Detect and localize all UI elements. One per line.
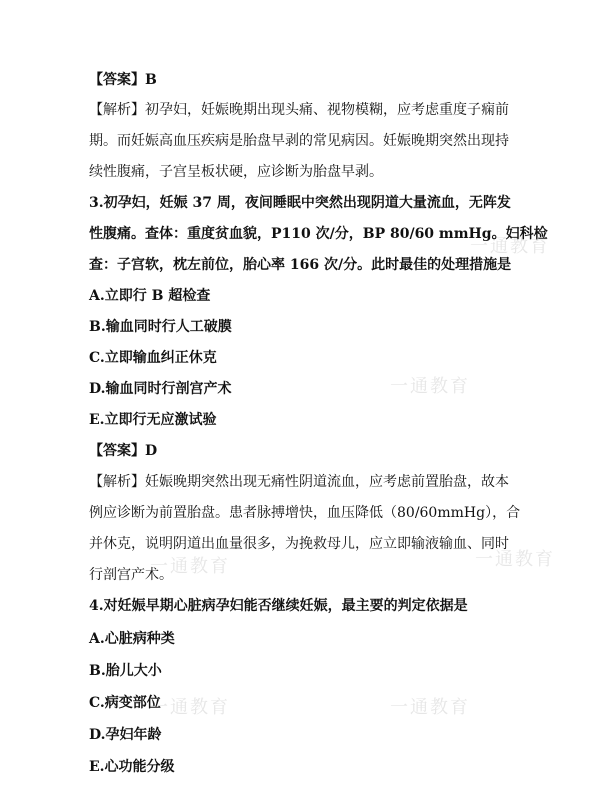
option-a: A.心脏病种类: [89, 631, 175, 647]
analysis-line: 续性腹痛，子宫呈板状硬，应诊断为胎盘早剥。: [89, 164, 383, 180]
answer-line: 【答案】B: [89, 72, 157, 88]
option-d: D.输血同时行剖宫产术: [89, 381, 232, 397]
option-c: C.立即输血纠正休克: [89, 350, 217, 366]
analysis-line: 【解析】妊娠晚期突然出现无痛性阴道流血，应考虑前置胎盘，故本: [89, 474, 509, 490]
answer-line: 【答案】D: [89, 443, 158, 459]
question-line: 3.初孕妇，妊娠 37 周，夜间睡眠中突然出现阴道大量流血，无阵发: [89, 195, 511, 211]
watermark-text: 一通教育: [390, 697, 470, 718]
option-b: B.胎儿大小: [89, 663, 162, 679]
watermark-text: 一通教育: [475, 549, 555, 570]
analysis-line: 并休克，说明阴道出血量很多，为挽救母儿，应立即输液输血、同时: [89, 536, 509, 552]
analysis-line: 【解析】初孕妇，妊娠晚期出现头痛、视物模糊，应考虑重度子痫前: [89, 102, 509, 118]
option-c: C.病变部位: [89, 695, 161, 711]
watermark-text: 一通教育: [150, 556, 230, 577]
watermark-text: 一通教育: [470, 236, 550, 257]
option-d: D.孕妇年龄: [89, 727, 162, 743]
option-a: A.立即行 B 超检查: [89, 288, 211, 304]
analysis-line: 例应诊断为前置胎盘。患者脉搏增快，血压降低（80/60mmHg），合: [89, 505, 521, 521]
question-line: 4.对妊娠早期心脏病孕妇能否继续妊娠，最主要的判定依据是: [89, 598, 468, 614]
option-e: E.立即行无应激试验: [89, 412, 217, 428]
question-line: 查：子宫软，枕左前位，胎心率 166 次/分。此时最佳的处理措施是: [89, 257, 512, 273]
watermark-text: 一通教育: [150, 697, 230, 718]
analysis-line: 期。而妊娠高血压疾病是胎盘早剥的常见病因。妊娠晚期突然出现持: [89, 133, 509, 149]
option-e: E.心功能分级: [89, 759, 175, 775]
option-b: B.输血同时行人工破膜: [89, 319, 232, 335]
analysis-line: 行剖宫产术。: [89, 567, 173, 583]
watermark-text: 一通教育: [390, 376, 470, 397]
question-line: 性腹痛。查体：重度贫血貌，P110 次/分，BP 80/60 mmHg。妇科检: [89, 226, 548, 242]
